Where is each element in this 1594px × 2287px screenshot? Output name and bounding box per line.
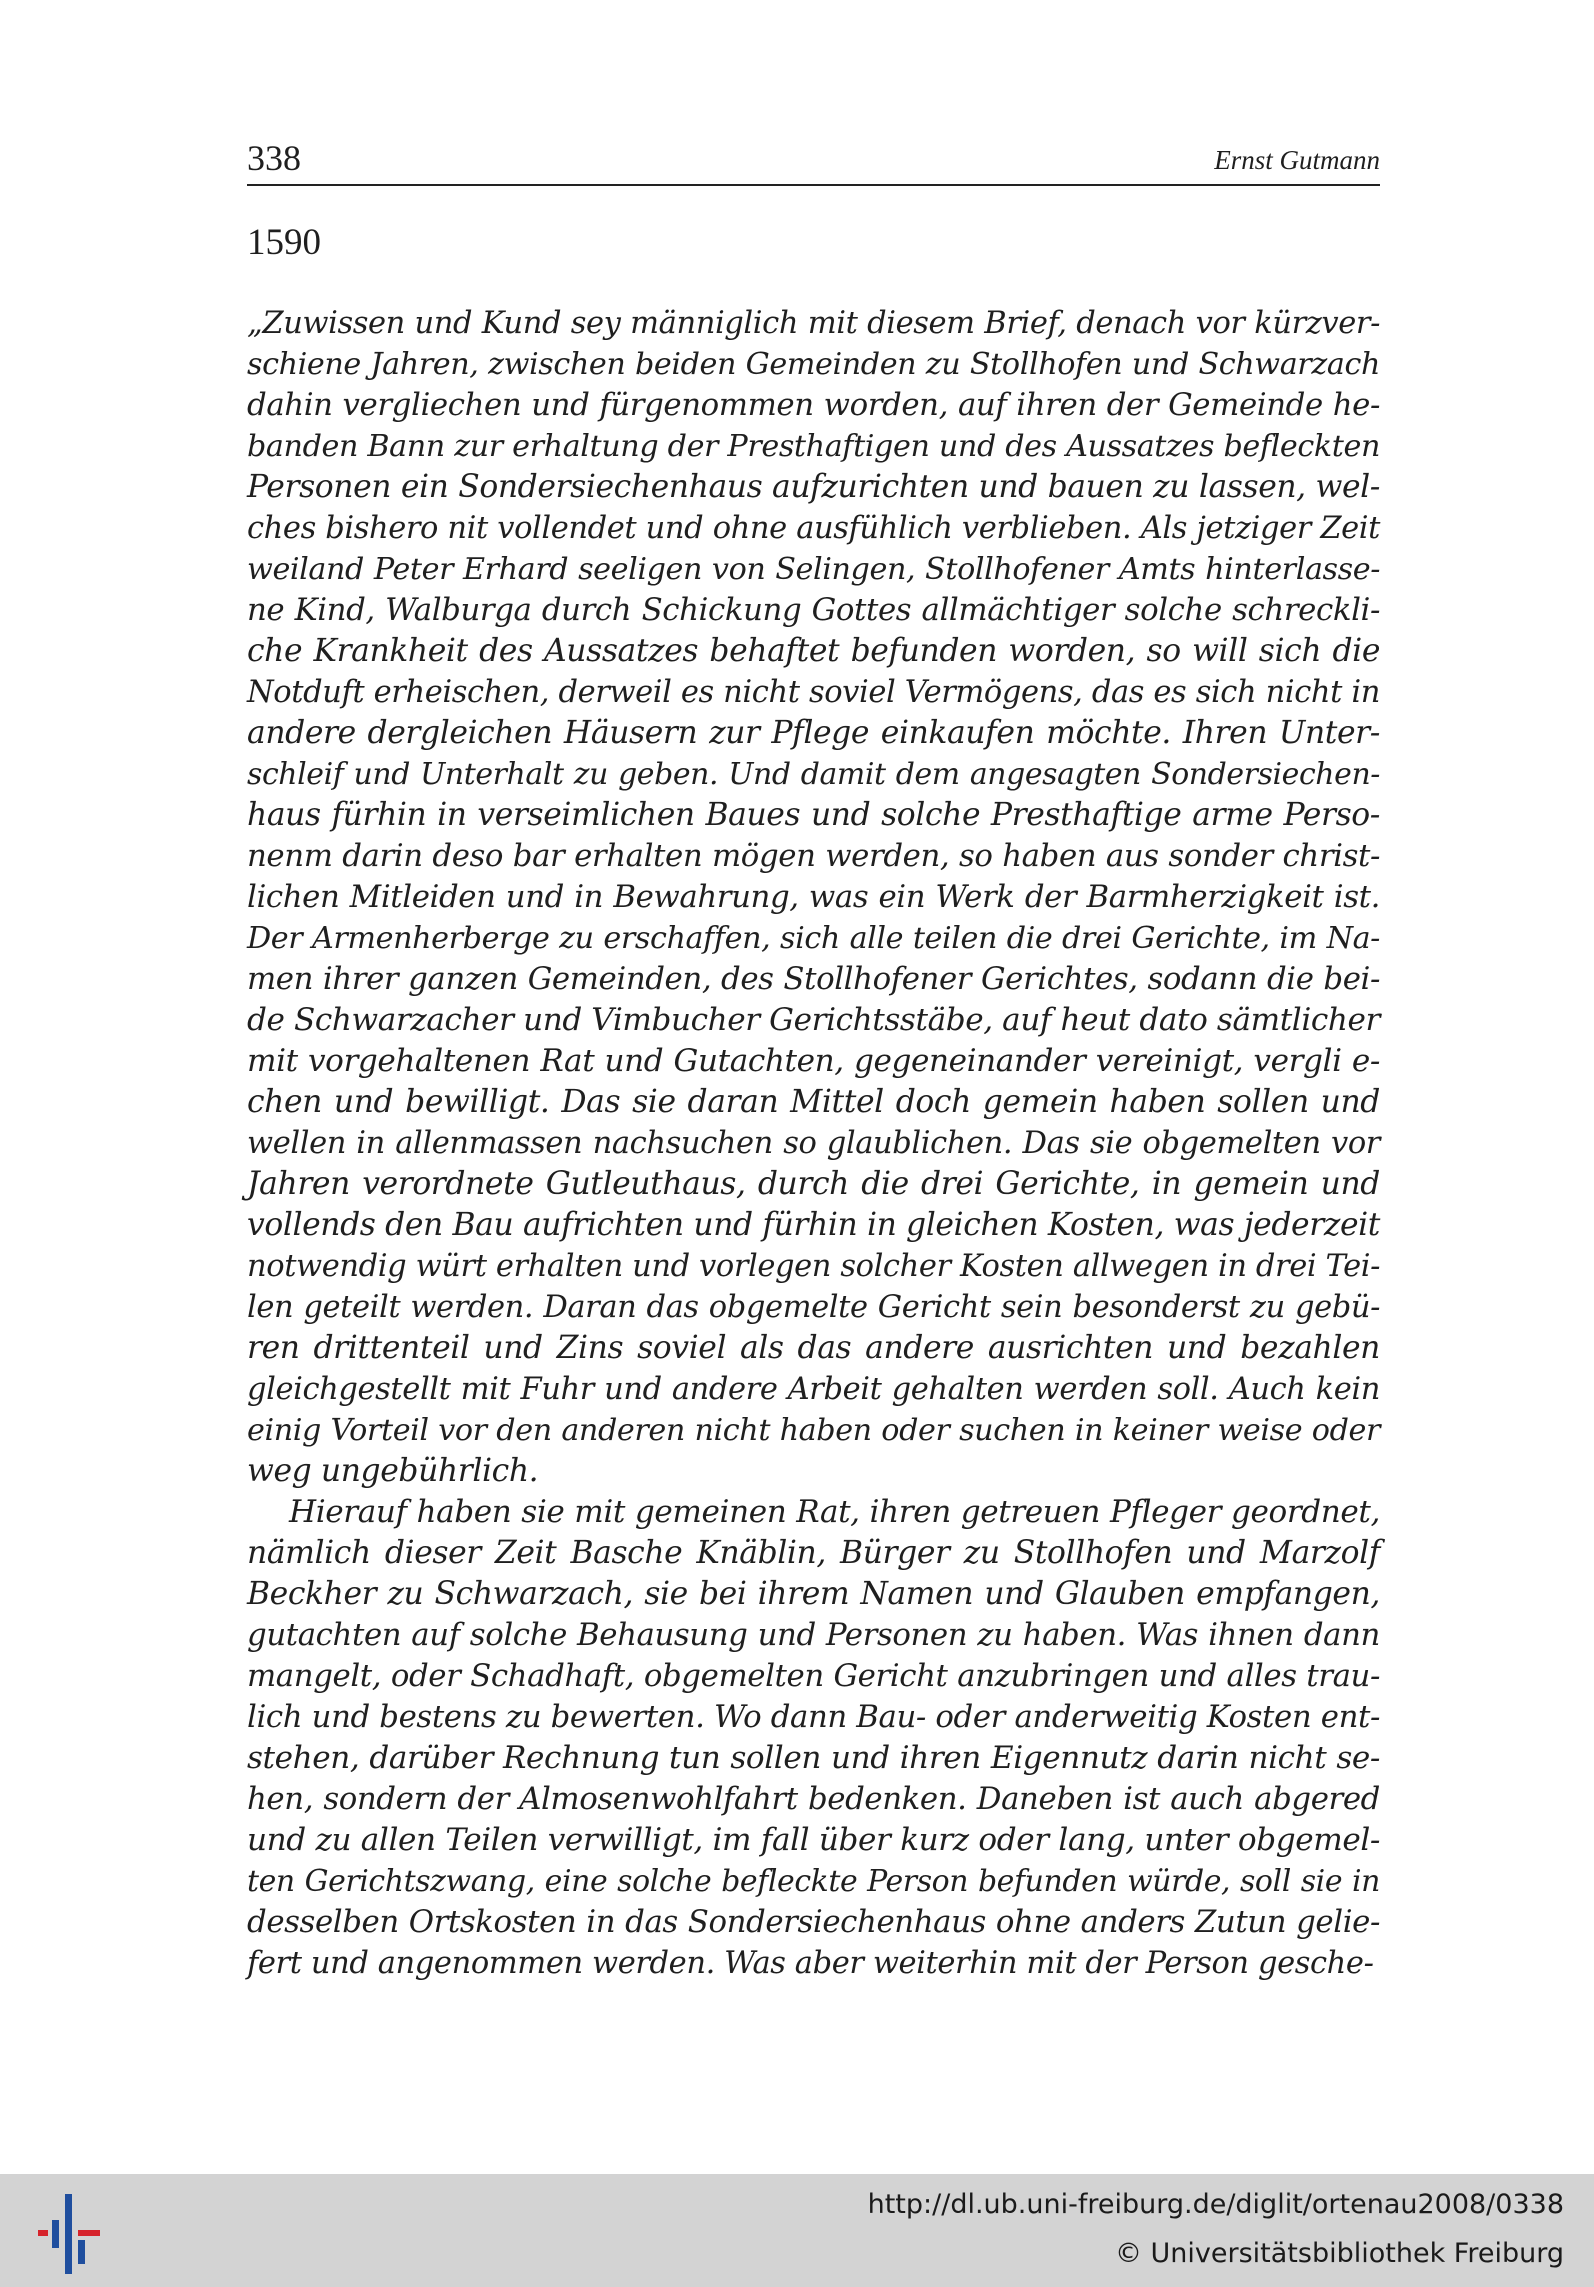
text-line: nenm darin deso bar erhalten mögen werden, so haben aus sonder christ- [247, 838, 1380, 874]
footer-bar [0, 2174, 1594, 2287]
text-line: che Krankheit des Aussatzes behaftet befunden worden, so will sich die [247, 633, 1380, 669]
text-line: weiland Peter Erhard seeligen von Selingen, Stollhofener Amts hinterlasse- [247, 552, 1380, 587]
text-line: lichen Mitleiden und in Bewahrung, was ein Werk der Barmherzigkeit ist. [247, 879, 1380, 915]
text-line: einig Vorteil vor den anderen nicht haben oder suchen in keiner weise oder [247, 1413, 1380, 1448]
text-line: schiene Jahren, zwischen beiden Gemeinden zu Stollhofen und Schwarzach [247, 347, 1380, 382]
text-line: und zu allen Teilen verwilligt, im fall über kurz oder lang, unter obgemel- [247, 1822, 1380, 1858]
text-line: hen, sondern der Almosenwohlfahrt bedenken. Daneben ist auch abgered [247, 1781, 1380, 1817]
text-line: Notduft erheischen, derweil es nicht soviel Vermögens, das es sich nicht in [247, 675, 1380, 710]
paragraph [247, 1492, 1380, 1984]
text-line: Jahren verordnete Gutleuthaus, durch die drei Gerichte, in gemein und [247, 1166, 1380, 1202]
text-line: wellen in allenmassen nachsuchen so glaublichen. Das sie obgemelten vor [247, 1126, 1380, 1161]
text-line: mangelt, oder Schadhaft, obgemelten Gericht anzubringen und alles trau- [247, 1658, 1380, 1694]
text-line: mit vorgehaltenen Rat und Gutachten, gegeneinander vereinigt, vergli e- [247, 1043, 1380, 1079]
text-line: dahin vergliechen und fürgenommen worden, auf ihren der Gemeinde he- [247, 387, 1380, 423]
text-line: andere dergleichen Häusern zur Pflege einkaufen möchte. Ihren Unter- [247, 715, 1380, 751]
text-line: Beckher zu Schwarzach, sie bei ihrem Namen und Glauben empfangen, [247, 1576, 1380, 1612]
copyright-notice: © Universitätsbibliothek Freiburg [1114, 2238, 1564, 2269]
text-line: de Schwarzacher und Vimbucher Gerichtsstäbe, auf heut dato sämtlicher [247, 1002, 1380, 1038]
text-line: „Zuwissen und Kund sey männiglich mit diesem Brief, denach vor kürzver- [247, 306, 1380, 341]
text-line: vollends den Bau aufrichten und fürhin in gleichen Kosten, was jederzeit [247, 1207, 1380, 1243]
text-line: desselben Ortskosten in das Sondersiechenhaus ohne anders Zutun gelie- [247, 1904, 1380, 1940]
running-head: Ernst Gutmann [1214, 145, 1380, 175]
text-line: Der Armenherberge zu erschaffen, sich alle teilen die drei Gerichte, im Na- [247, 921, 1380, 956]
page-header [247, 138, 1380, 186]
document-year: 1590 [247, 222, 321, 263]
text-line: men ihrer ganzen Gemeinden, des Stollhofener Gerichtes, sodann die bei- [247, 961, 1380, 997]
text-line: Personen ein Sondersiechenhaus aufzurichten und bauen zu lassen, wel- [247, 469, 1380, 505]
text-line: notwendig würt erhalten und vorlegen solcher Kosten allwegen in drei Tei- [247, 1249, 1380, 1284]
paragraph [247, 303, 1380, 1492]
text-line: ren drittenteil und Zins soviel als das andere ausrichten und bezahlen [247, 1330, 1380, 1366]
text-line: haus fürhin in verseimlichen Baues und solche Presthaftige arme Perso- [247, 797, 1380, 833]
text-line: weg ungebührlich. [247, 1453, 539, 1489]
text-line: ten Gerichtszwang, eine solche befleckte Person befunden würde, soll sie in [247, 1864, 1380, 1899]
text-line: chen und bewilligt. Das sie daran Mittel doch gemein haben sollen und [247, 1084, 1380, 1120]
text-line: gleichgestellt mit Fuhr und andere Arbeit gehalten werden soll. Auch kein [247, 1372, 1380, 1407]
text-line: Hierauf haben sie mit gemeinen Rat, ihren getreuen Pfleger geordnet, [289, 1494, 1380, 1530]
text-line: gutachten auf solche Behausung und Personen zu haben. Was ihnen dann [247, 1617, 1380, 1653]
text-line: stehen, darüber Rechnung tun sollen und ihren Eigennutz darin nicht se- [247, 1740, 1380, 1776]
text-line: len geteilt werden. Daran das obgemelte Gericht sein besonderst zu gebü- [247, 1290, 1380, 1325]
text-line: fert und angenommen werden. Was aber weiterhin mit der Person gesche- [247, 1946, 1374, 1981]
text-line: banden Bann zur erhaltung der Presthaftigen und des Aussatzes befleckten [247, 429, 1380, 464]
text-line: nämlich dieser Zeit Basche Knäblin, Bürger zu Stollhofen und Marzolf [247, 1535, 1380, 1571]
page-number: 338 [247, 138, 301, 178]
body-text [247, 303, 1380, 1984]
text-line: schleif und Unterhalt zu geben. Und damit dem angesagten Sondersiechen- [247, 757, 1380, 792]
text-line: lich und bestens zu bewerten. Wo dann Bau- oder anderweitig Kosten ent- [247, 1699, 1380, 1735]
text-line: ches bishero nit vollendet und ohne ausfühlich verblieben. Als jetziger Zeit [247, 511, 1380, 546]
text-line: ne Kind, Walburga durch Schickung Gottes allmächtiger solche schreckli- [247, 592, 1380, 628]
source-url-link[interactable]: http://dl.ub.uni-freiburg.de/diglit/ortenau2008/0338 [867, 2189, 1564, 2220]
library-logo-icon [38, 2194, 106, 2274]
